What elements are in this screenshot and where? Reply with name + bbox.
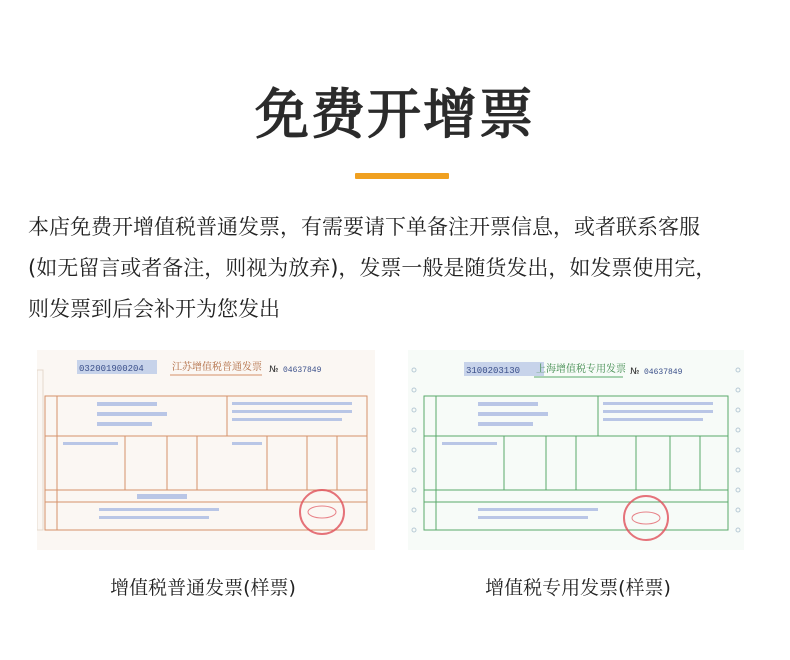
invoice-title: 上海增值税专用发票 bbox=[536, 364, 626, 375]
invoice-notice bbox=[28, 207, 773, 330]
invoice-number: 04637849 bbox=[644, 368, 683, 377]
title-underline bbox=[355, 173, 449, 179]
number-prefix: № bbox=[269, 365, 279, 375]
notice-line-2: (如无留言或者备注，则视为放弃)，发票一般是随货发出，如发票使用完， bbox=[28, 256, 717, 280]
special-invoice-sample-image bbox=[408, 350, 744, 550]
special-invoice-caption: 增值税专用发票(样票) bbox=[485, 577, 671, 599]
invoice-number: 04637849 bbox=[283, 366, 322, 375]
invoice-code: 3100203130 bbox=[466, 366, 521, 376]
page-title: 免费开增票 bbox=[255, 83, 535, 146]
number-prefix: № bbox=[630, 367, 640, 377]
invoice-code: 032001900204 bbox=[79, 364, 144, 374]
notice-line-1: 本店免费开增值税普通发票，有需要请下单备注开票信息，或者联系客服 bbox=[28, 215, 700, 239]
general-invoice-caption: 增值税普通发票(样票) bbox=[110, 577, 296, 599]
invoice-title: 江苏增值税普通发票 bbox=[172, 362, 262, 373]
general-invoice-sample-image bbox=[37, 350, 375, 550]
notice-line-3: 则发票到后会补开为您发出 bbox=[28, 297, 280, 321]
